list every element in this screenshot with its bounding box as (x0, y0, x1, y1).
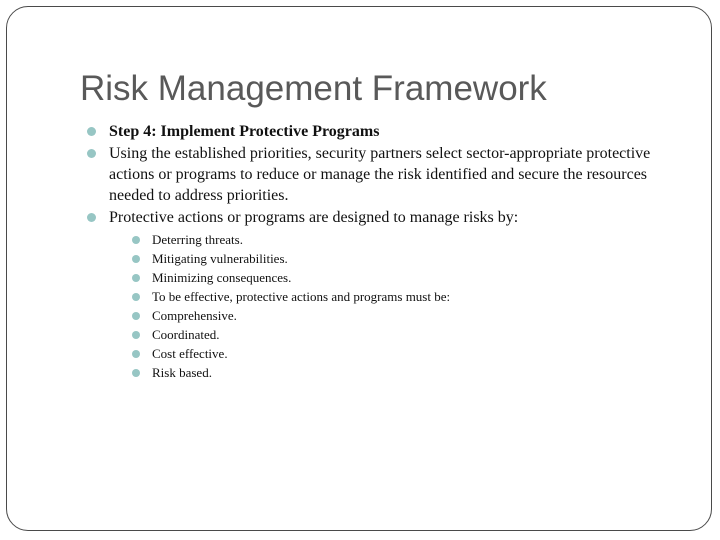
bullet-dot-icon (132, 331, 140, 339)
bullet-dot-icon (132, 293, 140, 301)
sub-bullet-text: Mitigating vulnerabilities. (152, 251, 288, 266)
bullet-dot-icon (87, 127, 96, 136)
sub-bullet-item (109, 268, 676, 287)
bullet-dot-icon (132, 274, 140, 282)
sub-bullet-item (109, 287, 676, 306)
slide (6, 6, 712, 531)
bullet-list (86, 121, 676, 383)
bullet-text: Using the established priorities, security partners select sector-appropriate protective actions or programs to reduce or manage the risk identified and secure the resources needed to address priorities. (109, 145, 651, 204)
bullet-dot-icon (132, 236, 140, 244)
bullet-dot-icon (132, 255, 140, 263)
bullet-item (86, 143, 676, 206)
sub-bullet-list (109, 230, 676, 382)
sub-bullet-text: Minimizing consequences. (152, 270, 292, 285)
bullet-text: Step 4: Implement Protective Programs (109, 123, 380, 140)
sub-bullet-text: Comprehensive. (152, 308, 237, 323)
sub-bullet-item (109, 249, 676, 268)
sub-bullet-item (109, 325, 676, 344)
sub-bullet-text: To be effective, protective actions and programs must be: (152, 289, 451, 304)
sub-bullet-item (109, 363, 676, 382)
sub-bullet-item (109, 230, 676, 249)
bullet-dot-icon (132, 350, 140, 358)
bullet-item (86, 207, 676, 382)
bullet-dot-icon (87, 149, 96, 158)
bullet-dot-icon (87, 213, 96, 222)
slide-title: Risk Management Framework (80, 69, 547, 108)
sub-bullet-text: Risk based. (152, 365, 212, 380)
sub-bullet-text: Cost effective. (152, 346, 228, 361)
sub-bullet-item (109, 344, 676, 363)
sub-bullet-text: Deterring threats. (152, 232, 243, 247)
bullet-text: Protective actions or programs are designed to manage risks by: (109, 209, 519, 226)
sub-bullet-item (109, 306, 676, 325)
bullet-item (86, 121, 676, 142)
bullet-dot-icon (132, 369, 140, 377)
sub-bullet-text: Coordinated. (152, 327, 220, 342)
bullet-dot-icon (132, 312, 140, 320)
